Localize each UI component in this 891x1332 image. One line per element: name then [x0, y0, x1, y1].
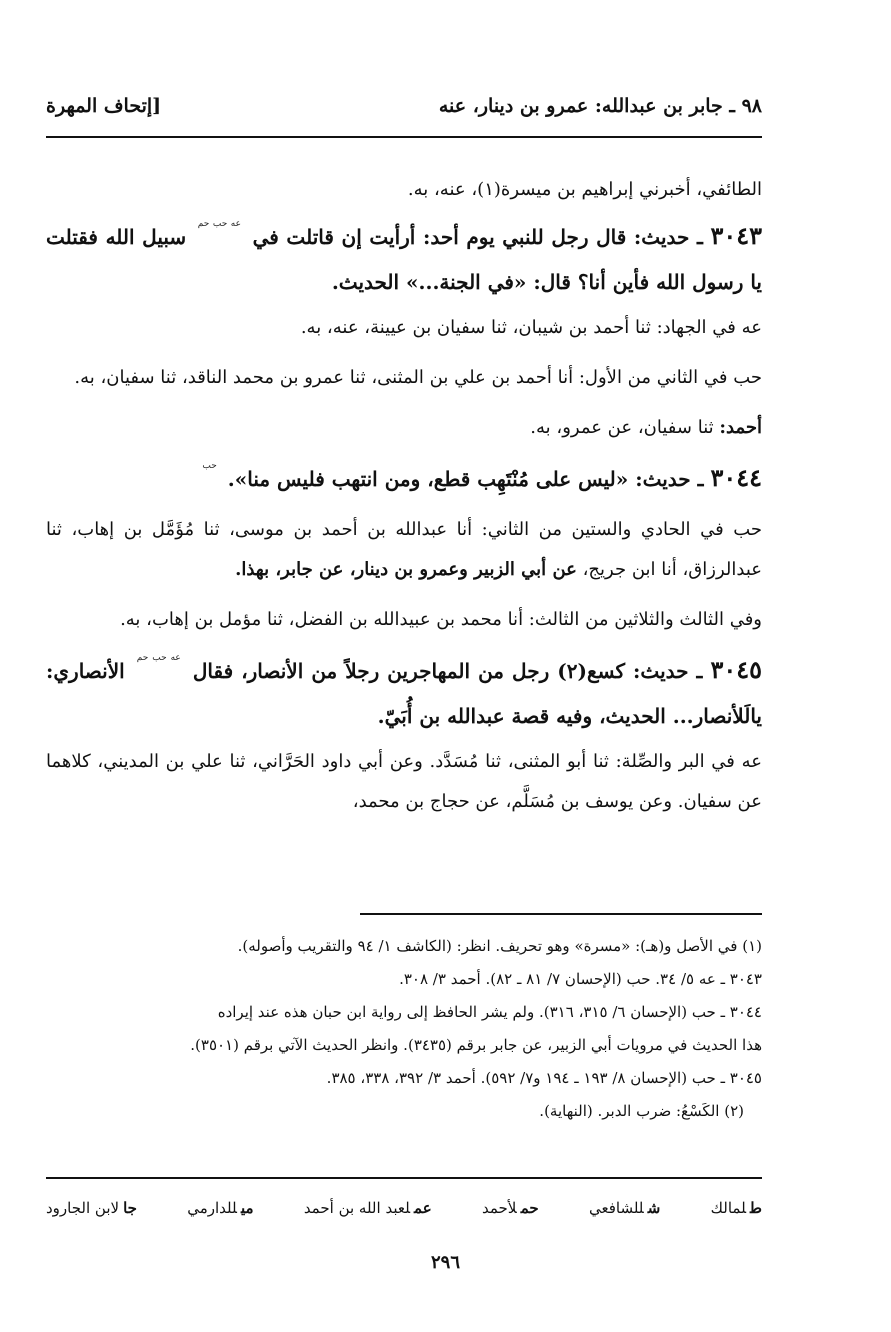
abbreviation-item: حملأحمد: [481, 1199, 539, 1217]
chapter-title: ٩٨ ـ جابر بن عبدالله: عمرو بن دينار، عنه: [438, 95, 762, 117]
footnote-3044-cont: هذا الحديث في مرويات أبي الزبير، عن جابر برقم (٣٤٣٥). وانظر الحديث الآتي برقم (٣٥٠١).: [190, 1036, 762, 1054]
footnote-1: (١) في الأصل و(هـ): «مسرة» وهو تحريف. انظر: (الكاشف ١/ ٩٤ والتقريب وأصوله).: [237, 937, 762, 955]
hadith-text-cont: الأنصاري: يالَلأنصار... الحديث، وفيه قصة عبدالله بن أُبَيّ.: [46, 659, 762, 728]
footnote-3043: ٣٠٤٣ ـ عه ٥/ ٣٤. حب (الإحسان ٧/ ٨١ ـ ٨٢). أحمد ٣/ ٣٠٨.: [399, 970, 762, 988]
footnote-2: (٢) الكَسْعُ: ضرب الدبر. (النهاية).: [539, 1102, 744, 1120]
abbreviation-item: ميللدارمي: [187, 1199, 254, 1217]
hadith-text-cont: سبيل الله فقتلت يا رسول الله فأين أنا؟ قال: «في الجنة...» الحديث.: [46, 225, 762, 294]
source-sigla: حب: [202, 461, 217, 471]
header-rule: [46, 136, 762, 138]
abbreviation-item: عملعبد الله بن أحمد: [303, 1199, 432, 1217]
isnad-paragraph: [46, 510, 762, 590]
abbreviation-item: جالابن الجارود: [46, 1199, 137, 1217]
isnad-paragraph: وفي الثالث والثلاثين من الثالث: أنا محمد بن عبيدالله بن الفضل، ثنا مؤمل بن إهاب، به.: [120, 609, 762, 630]
hadith-label: ـ حديث:: [633, 659, 703, 683]
page-number: ٢٩٦: [430, 1252, 460, 1273]
running-header: [46, 86, 762, 126]
paragraph-continuation: الطائفي، أخبرني إبراهيم بن ميسرة(١)، عنه، به.: [407, 179, 762, 200]
hadith-3044: [46, 458, 762, 504]
hadith-text: «ليس على مُنْتَهِب قطع، ومن انتهب فليس منا».: [227, 467, 629, 491]
hadith-3045: [46, 650, 762, 736]
isnad-paragraph: حب في الثاني من الأول: أنا أحمد بن علي بن المثنى، ثنا عمرو بن محمد الناقد، ثنا سفيان، به.: [74, 367, 762, 388]
abbreviation-item: طلمالك: [710, 1199, 762, 1217]
hadith-text: كسع(٢) رجل من المهاجرين رجلاً من الأنصار، فقال: [192, 659, 625, 683]
footnote-3045: ٣٠٤٥ ـ حب (الإحسان ٨/ ١٩٣ ـ ١٩٤ و٧/ ٥٩٢). أحمد ٣/ ٣٩٢، ٣٣٨، ٣٨٥.: [326, 1069, 762, 1087]
isnad-paragraph: [46, 408, 762, 448]
isnad-paragraph: عه في البر والصِّلة: ثنا أبو المثنى، ثنا مُسَدَّد. وعن أبي داود الحَرَّاني، ثنا علي بن المديني، كلاهما عن سفيان. وعن يوسف بن مُسَلَّم، عن حجاج بن محمد،: [46, 751, 762, 812]
source-sigla: عه حب حم: [197, 219, 241, 229]
hadith-number: ٣٠٤٤: [710, 463, 762, 492]
footnote-3044: ٣٠٤٤ ـ حب (الإحسان ٦/ ٣١٥، ٣١٦). ولم يشر الحافظ إلى رواية ابن حبان هذه عند إيراده: [217, 1003, 762, 1021]
footnote-rule: [360, 913, 762, 915]
book-title: [إتحاف المهرة: [46, 95, 162, 117]
footnotes: [46, 930, 762, 1128]
abbreviation-key: [46, 1192, 762, 1224]
abbreviation-rule: [46, 1177, 762, 1179]
hadith-number: ٣٠٤٥: [710, 655, 763, 684]
source-sigla: عه حب حم: [136, 653, 181, 663]
hadith-label: ـ حديث:: [635, 467, 704, 491]
isnad-paragraph: عه في الجهاد: ثنا أحمد بن شيبان، ثنا سفيان بن عيينة، عنه، به.: [300, 317, 762, 338]
hadith-number: ٣٠٤٣: [710, 221, 763, 250]
hadith-text: قال رجل للنبي يوم أحد: أرأيت إن قاتلت في: [252, 225, 627, 249]
isnad-text: ثنا سفيان، عن عمرو، به.: [530, 417, 720, 438]
isnad-text: حب في الحادي والستين من الثاني: أنا عبدالله بن أحمد بن موسى، ثنا مُؤَمَّل بن إهاب، ثنا عبدالرزاق، أنا ابن جريج،: [46, 519, 762, 580]
hadith-3043: [46, 216, 762, 302]
isnad-bold: عن أبي الزبير وعمرو بن دينار، عن جابر، بهذا.: [235, 559, 577, 580]
main-text: [46, 170, 762, 832]
source-name: أحمد:: [719, 417, 762, 438]
abbreviation-item: شللشافعي: [588, 1199, 661, 1217]
hadith-label: ـ حديث:: [633, 225, 703, 249]
